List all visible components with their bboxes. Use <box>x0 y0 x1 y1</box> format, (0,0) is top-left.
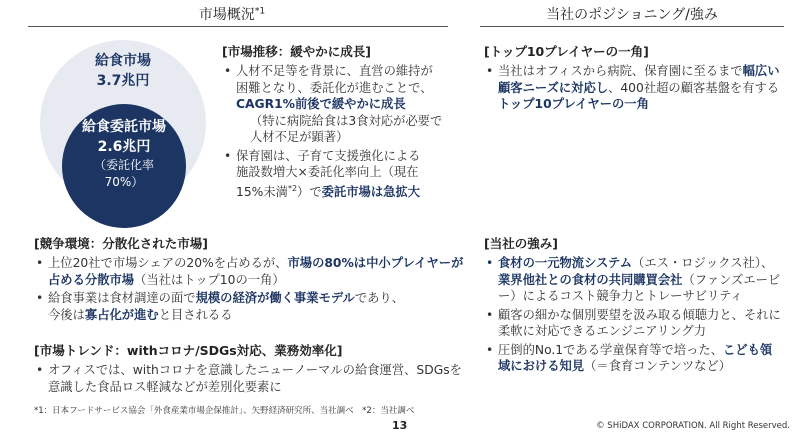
highlight-text: CAGR1%前後で緩やかに成長 <box>236 97 406 111</box>
highlight-text: トップ10プレイヤーの一角 <box>498 97 649 111</box>
text: 圧倒的No.1である学童保育等で培った、 <box>498 342 723 357</box>
highlight-text: 市場の80%は中小プレイヤーが占める分散市場 <box>48 256 464 287</box>
highlight-text: 規模の経済が働く事業モデル <box>195 291 355 305</box>
market-trend-section <box>222 42 454 202</box>
text: 保育園は、子育て支援強化による <box>236 148 421 163</box>
text: 困難となり、委託化が進むことで、 <box>236 80 433 95</box>
inner-circle-note-1: （委託化率 <box>93 158 154 172</box>
highlight-text: 食材の一元物流システム <box>498 256 633 270</box>
trends-title: [市場トレンド：withコロナ/SDGs対応、業務効率化] <box>34 343 343 358</box>
text: 15%未満 <box>236 184 288 199</box>
strengths-title: [当社の強み] <box>484 236 558 251</box>
inner-circle-value: 2.6兆円 <box>97 139 151 155</box>
divider-left <box>28 26 448 27</box>
copyright: © SHiDAX CORPORATION. All Right Reserved. <box>596 421 790 431</box>
strengths-section <box>484 234 782 377</box>
trends-section <box>34 341 464 397</box>
page-number: 13 <box>392 419 408 432</box>
footnote-ref-2: *2 <box>287 183 298 193</box>
highlight-text: 寡占化が進む <box>84 307 159 322</box>
text: （特に病院給食は3食対応が必要で <box>250 113 443 128</box>
text: 当社はオフィスから病院、保育園に至るまで <box>498 64 743 78</box>
outer-circle-title: 給食市場 <box>95 53 151 69</box>
footnote: *1：日本フードサービス協会「外食産業市場企保推計」、矢野経済研究所、当社調べ *2：当社調べ <box>34 406 415 416</box>
top10-section <box>484 42 780 115</box>
text: （ファンズエービー）によるコスト競争力とトレーサビリティ <box>498 272 781 303</box>
list-item <box>484 63 780 113</box>
footnote-ref-1: *1 <box>254 6 266 17</box>
outer-circle-value: 3.7兆円 <box>96 73 150 89</box>
list-item <box>222 63 454 146</box>
highlight-text: 業界他社との食材の共同購買会社 <box>498 272 683 287</box>
list-item <box>484 255 782 305</box>
text: と目されるる <box>158 307 233 322</box>
list-item <box>484 342 782 375</box>
text: 今後は <box>48 307 85 322</box>
text: （当社はトップ10の一角） <box>134 272 285 287</box>
list-item <box>484 307 782 340</box>
inner-circle-note-2: 70%） <box>104 175 144 189</box>
text: 施設数増大×委託化率向上（現在 <box>236 165 419 179</box>
list-item <box>34 362 464 395</box>
section-header-market <box>32 4 432 24</box>
text: 上位20社で市場シェアの20%を占めるが、 <box>48 256 288 270</box>
market-trend-title: [市場推移：緩やかに成長] <box>222 44 371 59</box>
inner-circle-title: 給食委託市場 <box>82 119 166 135</box>
text: （＝食育コンテンツなど） <box>584 359 732 373</box>
highlight-text: こども領域における知見 <box>498 342 773 373</box>
list-item <box>222 148 454 201</box>
text: 給食事業は食材調達の面で <box>48 291 196 305</box>
text: 意識した食品ロス軽減などが差別化要素に <box>48 379 282 394</box>
competition-title: [競争環境：分散化された市場] <box>34 236 208 251</box>
divider-right <box>480 26 784 27</box>
section-header-market-text: 市場概況 <box>198 7 255 23</box>
highlight-text: 幅広い顧客ニーズに対応し <box>498 64 780 95</box>
highlight-text: 委託市場は急拡大 <box>321 184 421 199</box>
text: ）で <box>297 184 322 199</box>
text: オフィスでは、withコロナを意識したニューノーマルの給食運営、SDGsを <box>48 363 462 377</box>
text: 人材不足等を背景に、直営の維持が <box>236 64 433 78</box>
text: 、400社超の顧客基盤を有する <box>608 80 780 95</box>
list-item <box>34 290 464 323</box>
list-item <box>34 255 464 288</box>
text: 人材不足が顕著） <box>250 130 349 144</box>
top10-title: [トップ10プレイヤーの一角] <box>484 44 649 59</box>
competition-section <box>34 234 464 325</box>
text: であり、 <box>354 291 405 305</box>
section-header-positioning: 当社のポジショニング/強み <box>546 7 718 23</box>
text: 顧客の細かな個別要望を汲み取る傾聴力と、それに柔軟に対応できるエンジニアリング力 <box>498 307 781 338</box>
text: （エス・ロジックス社）、 <box>632 256 774 270</box>
